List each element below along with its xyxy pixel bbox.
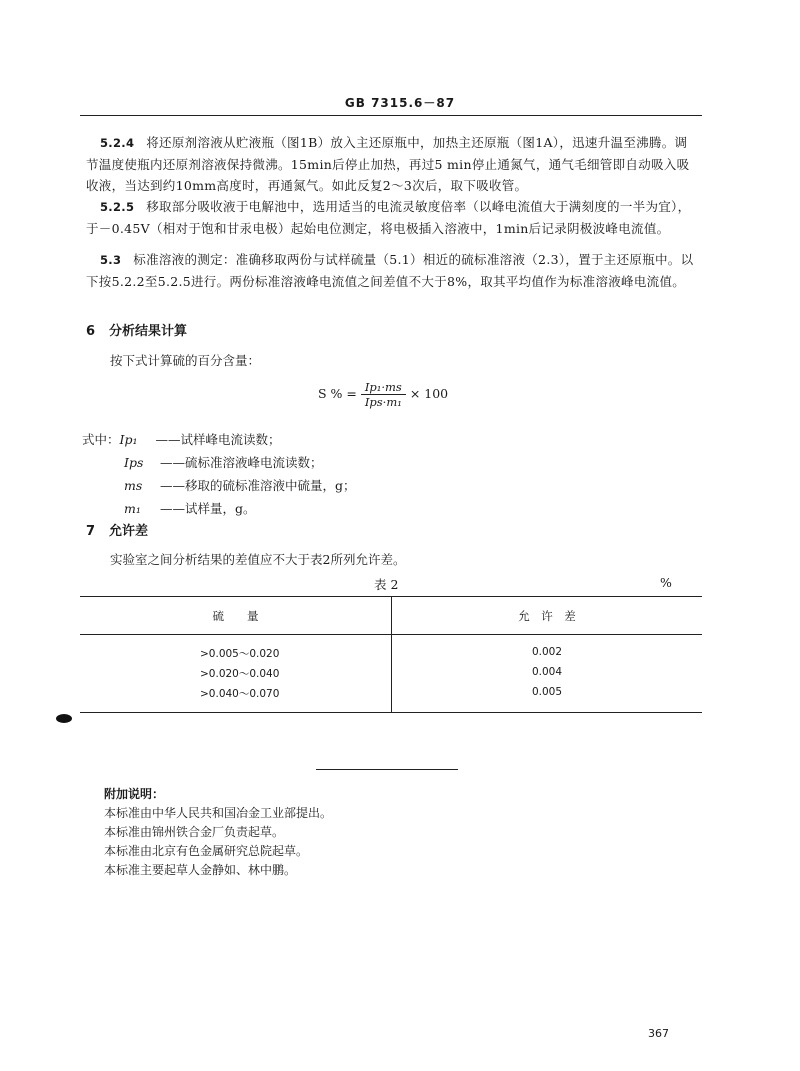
notes-line: 本标准由锦州铁合金厂负责起草。 bbox=[104, 825, 285, 839]
table-bottom-rule bbox=[80, 712, 702, 713]
page-number: 367 bbox=[648, 1027, 669, 1040]
table-cell-range: >0.020～0.040 bbox=[200, 668, 280, 680]
section-title-text: 分析结果计算 bbox=[109, 324, 188, 339]
notes-line: 本标准由北京有色金属研究总院起草。 bbox=[104, 844, 309, 858]
definition-text: ——试样峰电流读数； bbox=[155, 432, 281, 447]
section-7-intro: 实验室之间分析结果的差值应不大于表2所列允许差。 bbox=[110, 552, 406, 567]
notes-title: 附加说明： bbox=[104, 787, 165, 801]
definition-row bbox=[82, 428, 356, 451]
table-header-sulfur: 硫 量 bbox=[212, 609, 259, 623]
table-unit: % bbox=[660, 575, 672, 590]
header-rule bbox=[80, 115, 702, 116]
paragraph-text: 将还原剂溶液从贮液瓶（图1B）放入主还原瓶中，加热主还原瓶（图1A），迅速升温至沸腾。调节温度使瓶内还原剂溶液保持微沸。15min后停止加热，再过5 min停止通氮气，通气毛细管即自动吸入吸收液，当达到约10mm高度时，再通氮气。如此反复2～3次后，取下吸收管。 bbox=[86, 135, 690, 193]
table-cell-tolerance: 0.005 bbox=[531, 686, 563, 698]
notes-line: 本标准主要起草人金静如、林中鹏。 bbox=[104, 863, 297, 877]
section-7-title bbox=[86, 520, 148, 539]
clause-number: 5.2.5 bbox=[100, 200, 135, 214]
section-number: 6 bbox=[86, 324, 96, 339]
table-cell-tolerance: 0.004 bbox=[531, 666, 563, 678]
definition-row bbox=[82, 451, 356, 474]
additional-notes bbox=[104, 785, 332, 880]
formula-numerator: Ip₁·ms bbox=[364, 380, 402, 394]
table-header-tolerance: 允 许 差 bbox=[518, 609, 576, 623]
formula bbox=[318, 380, 448, 409]
definition-symbol: m₁ bbox=[124, 501, 141, 516]
page-header: GB 7315.6－87 bbox=[344, 96, 456, 110]
ink-smudge bbox=[56, 714, 72, 723]
definition-symbol: Ips bbox=[124, 455, 144, 470]
paragraph-5-2-5 bbox=[86, 196, 694, 239]
paragraph-5-3 bbox=[86, 249, 694, 292]
notes-separator bbox=[316, 769, 458, 770]
definition-symbol: ms bbox=[124, 478, 143, 493]
formula-factor: × 100 bbox=[409, 386, 449, 401]
clause-number: 5.3 bbox=[100, 253, 122, 267]
definition-text: ——移取的硫标准溶液中硫量，g； bbox=[160, 478, 356, 493]
definitions-block bbox=[82, 428, 356, 520]
table-caption: 表 2 bbox=[374, 577, 399, 592]
section-title-text: 允许差 bbox=[109, 524, 149, 539]
table-cell-range: >0.005～0.020 bbox=[200, 648, 280, 660]
section-6-intro: 按下式计算硫的百分含量： bbox=[110, 353, 261, 368]
section-6-title bbox=[86, 320, 187, 339]
paragraph-text: 标准溶液的测定：准确移取两份与试样硫量（5.1）相近的硫标准溶液（2.3），置于主还原瓶中。以下按5.2.2至5.2.5进行。两份标准溶液峰电流值之间差值不大于8%，取其平均值作为标准溶液峰电流值。 bbox=[86, 252, 694, 289]
table-header-rule bbox=[80, 634, 702, 635]
definition-text: ——试样量，g。 bbox=[160, 501, 256, 516]
table-cell-range: >0.040～0.070 bbox=[200, 688, 280, 700]
definitions-lead: 式中： bbox=[82, 432, 120, 447]
notes-line: 本标准由中华人民共和国冶金工业部提出。 bbox=[104, 806, 333, 820]
paragraph-text: 移取部分吸收液于电解池中，选用适当的电流灵敏度倍率（以峰电流值大于满刻度的一半为宜），于－0.45V（相对于饱和甘汞电极）起始电位测定，将电极插入溶液中，1min后记录阴极波峰电流值。 bbox=[86, 199, 691, 236]
formula-fraction bbox=[361, 380, 406, 409]
formula-denominator: Ips·m₁ bbox=[364, 395, 402, 409]
definition-row bbox=[82, 474, 356, 497]
paragraph-5-2-4 bbox=[86, 132, 694, 196]
clause-number: 5.2.4 bbox=[100, 136, 135, 150]
table-cell-tolerance: 0.002 bbox=[531, 646, 563, 658]
definition-symbol: Ip₁ bbox=[119, 432, 138, 447]
definition-text: ——硫标准溶液峰电流读数； bbox=[160, 455, 323, 470]
section-number: 7 bbox=[86, 524, 96, 539]
formula-lhs: S % = bbox=[318, 386, 357, 401]
definition-row bbox=[82, 497, 356, 520]
